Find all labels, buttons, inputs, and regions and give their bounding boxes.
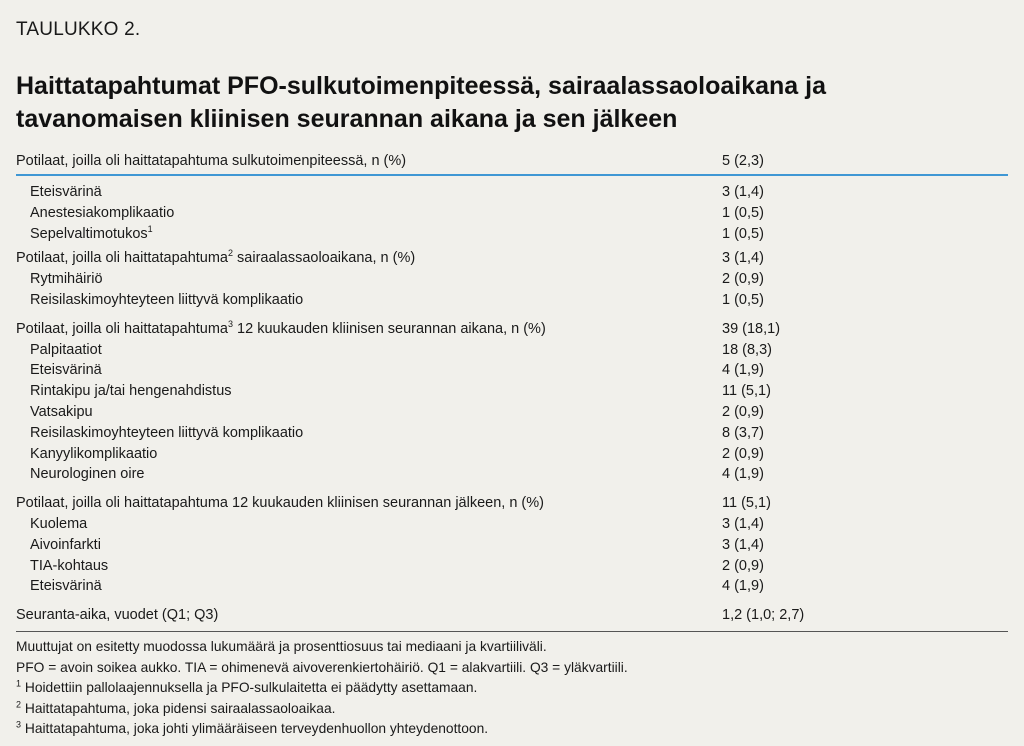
row-label: Reisilaskimoyhteyteen liittyvä komplikaatio (30, 424, 304, 441)
table-row (16, 444, 1008, 465)
table-row (16, 576, 1008, 597)
title-line-2: tavanomaisen kliinisen seurannan aikana ja sen jälkeen (16, 105, 678, 133)
adverse-events-table (16, 150, 1008, 632)
row-label: Kuolema (30, 515, 88, 532)
row-label-text: Sepelvaltimotukos (30, 225, 148, 242)
row-label: Seuranta-aika, vuodet (Q1; Q3) (16, 607, 219, 624)
table-row (16, 402, 1008, 423)
footnote-marker: 1 (16, 678, 22, 689)
row-label: Vatsakipu (30, 403, 93, 420)
row-label: Eteisvärinä (30, 362, 102, 379)
footnote-line: PFO = avoin soikea aukko. TIA = ohimenevä aivoverenkiertohäiriö. Q1 = alakvartiili. Q3 = yläkvartiili. (16, 659, 628, 675)
row-value: 4 (1,9) (722, 466, 764, 483)
footnote-marker: 1 (147, 223, 153, 234)
row-value: 5 (2,3) (722, 153, 764, 169)
table-footnotes (16, 637, 1008, 740)
table-row (16, 150, 1008, 176)
table-row (16, 224, 1008, 245)
row-label: Palpitaatiot (30, 341, 102, 358)
table-row (16, 319, 1008, 340)
row-value: 8 (3,7) (722, 424, 764, 441)
row-label: Reisilaskimoyhteyteen liittyvä komplikaatio (30, 291, 304, 308)
row-value: 3 (1,4) (722, 250, 764, 267)
row-value: 11 (5,1) (722, 495, 771, 512)
table-row (16, 605, 1008, 626)
footnote-marker: 2 (16, 698, 22, 709)
table-row (16, 290, 1008, 311)
footnote-2 (16, 699, 1008, 720)
table-row (16, 535, 1008, 556)
table-row (16, 464, 1008, 485)
footnote-marker: 3 (228, 318, 234, 329)
row-label-with-footnote (16, 248, 415, 269)
row-label: TIA-kohtaus (30, 557, 109, 574)
footnote-text: Hoidettiin pallolaajennuksella ja PFO-sulkulaitetta ei päädytty asettamaan. (21, 680, 478, 695)
table-row (16, 423, 1008, 444)
row-value: 3 (1,4) (722, 536, 764, 553)
row-value: 2 (0,9) (722, 403, 764, 420)
row-label: Potilaat, joilla oli haittatapahtuma sulkutoimenpiteessä, n (%) (16, 153, 407, 169)
row-label: Rintakipu ja/tai hengenahdistus (30, 383, 232, 400)
row-value: 1,2 (1,0; 2,7) (722, 607, 805, 624)
footnote-text: Haittatapahtuma, joka pidensi sairaalassaoloaikaa. (21, 700, 336, 716)
row-value: 11 (5,1) (722, 383, 771, 400)
footnote-line: Muuttujat on esitetty muodossa lukumäärä ja prosenttiosuus tai mediaani ja kvartiiliväli. (16, 639, 547, 654)
row-label: Neurologinen oire (30, 466, 145, 483)
footnote-marker: 3 (16, 719, 22, 730)
table-label: TAULUKKO 2. (16, 19, 141, 40)
row-value: 1 (0,5) (722, 204, 764, 221)
table-title (16, 70, 1008, 136)
row-label-with-footnote (16, 319, 546, 340)
row-value: 1 (0,5) (722, 291, 764, 308)
footnote-marker: 2 (228, 248, 234, 259)
row-label: Kanyylikomplikaatio (30, 445, 158, 462)
table-row (16, 360, 1008, 381)
row-value: 3 (1,4) (722, 184, 764, 200)
row-label: Eteisvärinä (30, 578, 102, 595)
row-label-text: 12 kuukauden kliinisen seurannan aikana, n (%) (233, 320, 546, 337)
row-value: 3 (1,4) (722, 515, 764, 532)
row-value: 2 (0,9) (722, 271, 764, 288)
row-value: 4 (1,9) (722, 362, 764, 379)
row-label-text: sairaalassaoloaikana, n (%) (233, 250, 416, 267)
table-row (16, 340, 1008, 361)
table-row (16, 381, 1008, 402)
row-value: 2 (0,9) (722, 445, 764, 462)
row-label: Anestesiakomplikaatio (30, 204, 175, 221)
row-value: 1 (0,5) (722, 225, 764, 242)
table-row (16, 269, 1008, 290)
row-value: 39 (18,1) (722, 320, 781, 337)
table-row (16, 556, 1008, 577)
footnote-3 (16, 719, 1008, 740)
row-value: 2 (0,9) (722, 557, 764, 574)
row-value: 18 (8,3) (722, 341, 772, 358)
title-line-1: Haittatapahtumat PFO-sulkutoimenpiteessä, sairaalassaoloaikana ja (16, 72, 827, 100)
row-label: Potilaat, joilla oli haittatapahtuma 12 kuukauden kliinisen seurannan jälkeen, n (%) (16, 495, 544, 512)
row-label-text: Potilaat, joilla oli haittatapahtuma (16, 320, 228, 337)
table-row (16, 182, 1008, 203)
table-row (16, 514, 1008, 535)
footnote-1 (16, 678, 1008, 699)
row-label-text: Potilaat, joilla oli haittatapahtuma (16, 250, 228, 267)
footnote-text: Haittatapahtuma, joka johti ylimääräiseen terveydenhuollon yhteydenottoon. (21, 721, 489, 736)
row-label: Aivoinfarkti (30, 536, 101, 553)
row-label: Eteisvärinä (30, 184, 102, 200)
table-row (16, 203, 1008, 224)
row-label: Rytmihäiriö (30, 271, 103, 288)
table-row (16, 493, 1008, 514)
table-divider (16, 631, 1008, 632)
table-row (16, 248, 1008, 269)
row-value: 4 (1,9) (722, 578, 764, 595)
row-label-with-footnote (30, 224, 153, 245)
